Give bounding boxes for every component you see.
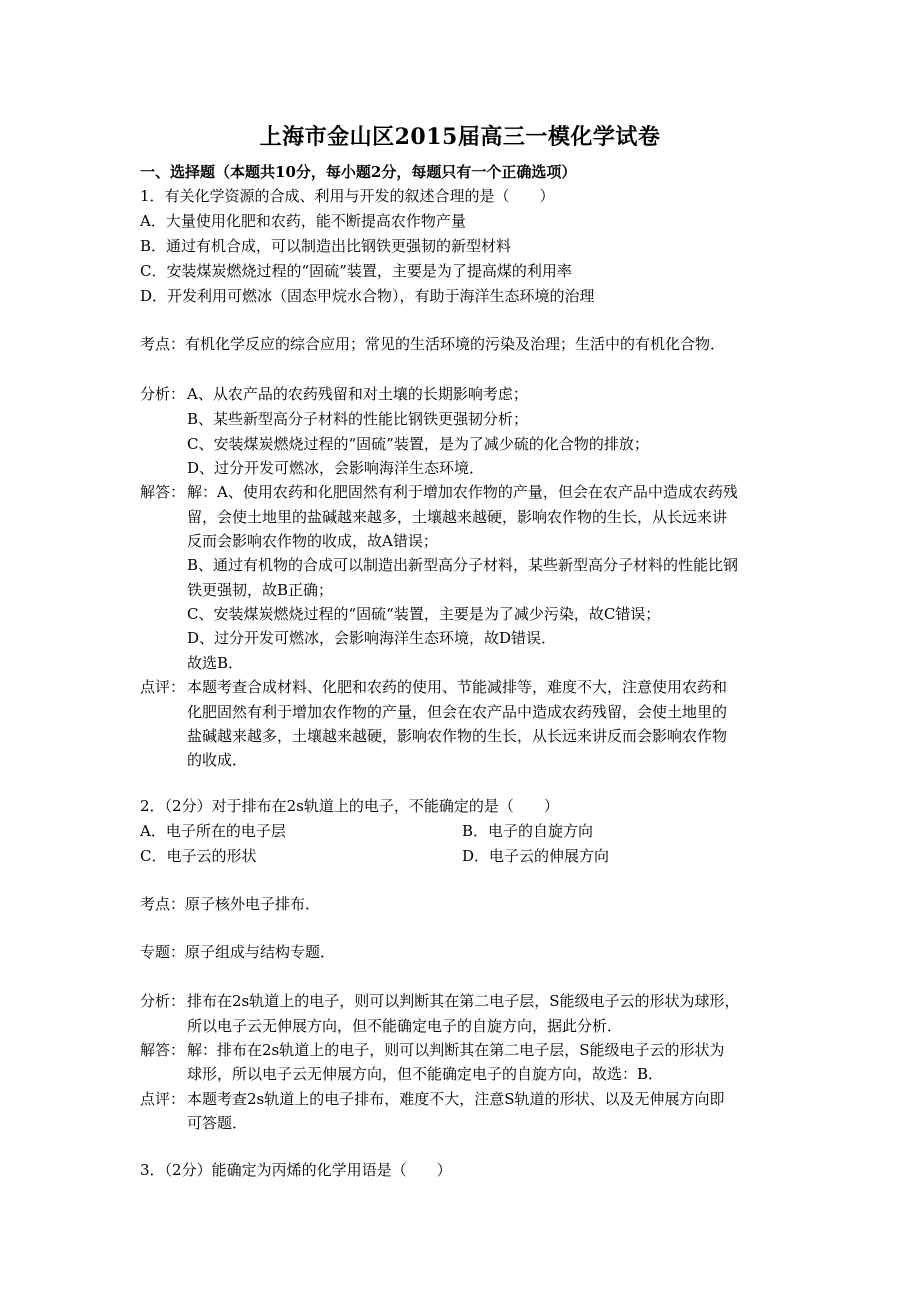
q1-jieda-line: 留，会使土地里的盐碱越来越多，土壤越来越硬，影响农作物的生长，从长远来讲	[187, 508, 728, 526]
q2-jieda-line: 解：排布在2s轨道上的电子，则可以判断其在第二电子层，S能级电子云的形状为	[187, 1041, 725, 1059]
q2-fenxi-line: 排布在2s轨道上的电子，则可以判断其在第二电子层，S能级电子云的形状为球形，	[187, 992, 740, 1010]
q1-jieda-line: 解：A、使用农药和化肥固然有利于增加农作物的产量，但会在农产品中造成农药残	[187, 483, 738, 501]
q1-jieda-line: D、过分开发可燃冰，会影响海洋生态环境，故D错误．	[187, 629, 557, 647]
q2-option-d: D．电子云的伸展方向	[462, 847, 610, 865]
q1-jieda-line: 故选B．	[187, 654, 244, 672]
section-heading: 一、选择题（本题共10分，每小题2分，每题只有一个正确选项）	[140, 163, 577, 181]
q2-option-c: C．电子云的形状	[140, 847, 257, 865]
q2-dianping-label: 点评：	[140, 1090, 186, 1108]
q1-dianping-line: 化肥固然有利于增加农作物的产量，但会在农产品中造成农药残留，会使土地里的	[187, 703, 728, 721]
q1-fenxi-line: A、从农产品的农药残留和对土壤的长期影响考虑；	[187, 385, 528, 403]
q1-option-c: C．安装煤炭燃烧过程的“固硫”装置，主要是为了提高煤的利用率	[140, 262, 572, 280]
q2-kaodian: 考点：原子核外电子排布．	[140, 895, 321, 913]
q1-fenxi-line: C、安装煤炭燃烧过程的“固硫”装置，是为了减少硫的化合物的排放；	[187, 435, 649, 453]
q2-fenxi-line: 所以电子云无伸展方向，但不能确定电子的自旋方向，据此分析．	[187, 1017, 623, 1035]
q3-stem: 3．（2分）能确定为丙烯的化学用语是（ ）	[140, 1161, 452, 1179]
q1-option-a: A．大量使用化肥和农药，能不断提高农作物产量	[140, 212, 466, 230]
q2-stem: 2．（2分）对于排布在2s轨道上的电子，不能确定的是（ ）	[140, 797, 559, 815]
q2-zhuanti: 专题：原子组成与结构专题．	[140, 943, 336, 961]
q1-dianping-line: 的收成．	[187, 751, 248, 769]
q1-jieda-line: B、通过有机物的合成可以制造出新型高分子材料，某些新型高分子材料的性能比钢	[187, 556, 739, 574]
q1-jieda-label: 解答：	[140, 483, 186, 501]
q1-jieda-line: 铁更强韧，故B正确；	[187, 581, 334, 599]
q1-dianping-label: 点评：	[140, 678, 186, 696]
q2-option-a: A．电子所在的电子层	[140, 822, 286, 840]
q1-stem: 1．有关化学资源的合成、利用与开发的叙述合理的是（ ）	[140, 187, 555, 205]
q2-dianping-line: 本题考查2s轨道上的电子排布，难度不大，注意S轨道的形状、以及无伸展方向即	[187, 1090, 725, 1108]
q1-jieda-line: C、安装煤炭燃烧过程的“固硫“装置，主要是为了减少污染，故C错误；	[187, 605, 661, 623]
q1-kaodian: 考点：有机化学反应的综合应用；常见的生活环境的污染及治理；生活中的有机化合物．	[140, 335, 726, 353]
q2-jieda-line: 球形，所以电子云无伸展方向，但不能确定电子的自旋方向，故选：B．	[187, 1065, 664, 1083]
q1-option-b: B．通过有机合成，可以制造出比钢铁更强韧的新型材料	[140, 237, 512, 255]
q1-option-d: D．开发利用可燃冰（固态甲烷水合物），有助于海洋生态环境的治理	[140, 287, 595, 305]
q1-fenxi-line: B、某些新型高分子材料的性能比钢铁更强韧分析；	[187, 410, 529, 428]
q1-fenxi-line: D、过分开发可燃冰，会影响海洋生态环境．	[187, 459, 485, 477]
q1-dianping-line: 盐碱越来越多，土壤越来越硬，影响农作物的生长，从长远来讲反而会影响农作物	[187, 727, 728, 745]
q2-jieda-label: 解答：	[140, 1041, 186, 1059]
page-title: 上海市金山区2015届高三一模化学试卷	[259, 124, 661, 150]
q2-fenxi-label: 分析：	[140, 992, 186, 1010]
q2-option-b: B．电子的自旋方向	[462, 822, 594, 840]
q1-fenxi-label: 分析：	[140, 385, 186, 403]
q1-dianping-line: 本题考查合成材料、化肥和农药的使用、节能减排等，难度不大，注意使用农药和	[187, 678, 728, 696]
q2-dianping-line: 可答题．	[187, 1114, 248, 1132]
q1-jieda-line: 反而会影响农作物的收成，故A错误；	[187, 532, 438, 550]
